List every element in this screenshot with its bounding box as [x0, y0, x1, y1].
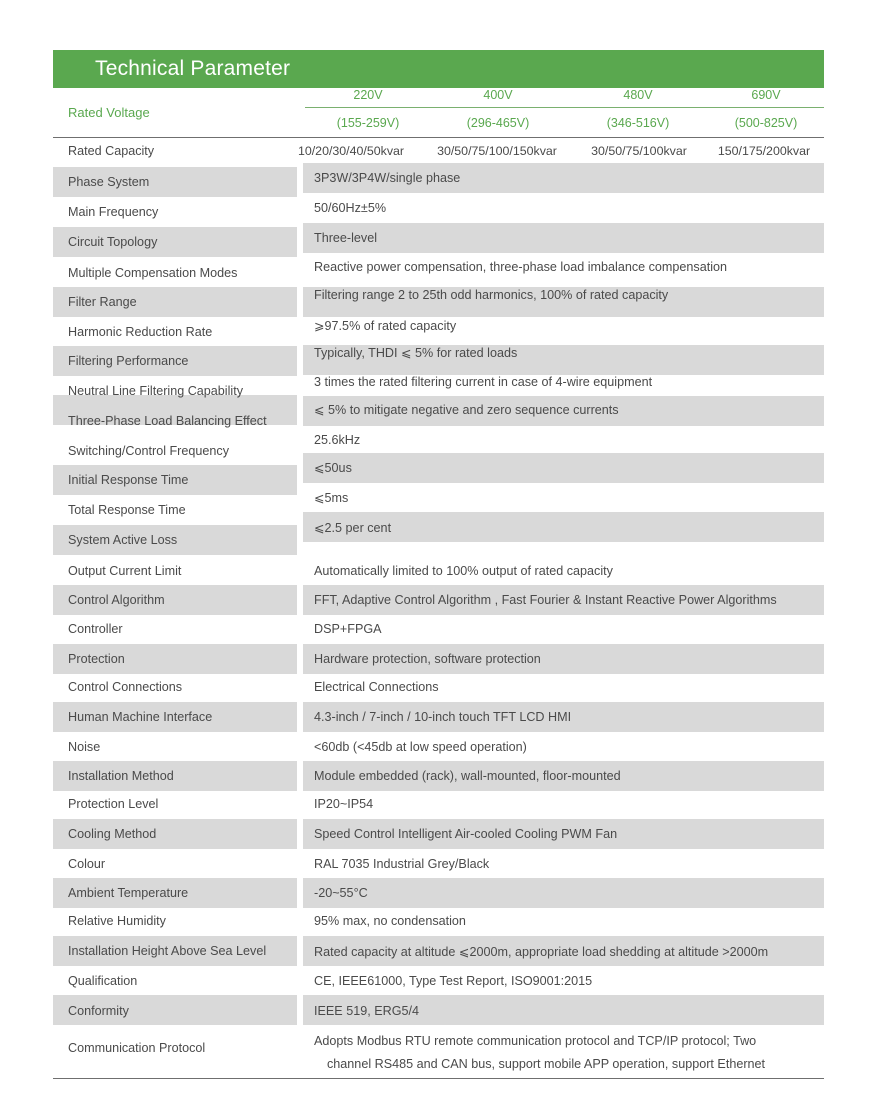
row-label: Filtering Performance	[68, 354, 189, 368]
row-value: Hardware protection, software protection	[314, 652, 541, 666]
voltage-nominal-480v: 480V	[623, 88, 653, 102]
row-value: Speed Control Intelligent Air-cooled Cooling PWM Fan	[314, 827, 618, 841]
row-value: 3 times the rated filtering current in case of 4-wire equipment	[314, 375, 653, 389]
row-label: Switching/Control Frequency	[68, 444, 229, 458]
row-label: Noise	[68, 740, 101, 754]
row-value: ⩽ 5% to mitigate negative and zero sequence currents	[314, 403, 619, 417]
row-label: Control Connections	[68, 680, 183, 694]
row-value: <60db (<45db at low speed operation)	[314, 740, 527, 754]
voltage-range-220v: (155-259V)	[336, 116, 400, 130]
value-stripe	[303, 453, 824, 483]
rated-capacity-value-480v: 30/50/75/100kvar	[591, 144, 687, 158]
row-value: CE, IEEE61000, Type Test Report, ISO9001:2015	[314, 974, 593, 988]
rated-capacity-value-690v: 150/175/200kvar	[717, 144, 811, 158]
row-value: Three-level	[314, 231, 377, 245]
row-value: 3P3W/3P4W/single phase	[314, 171, 461, 185]
row-label: Protection	[68, 652, 125, 666]
value-stripe	[303, 878, 824, 908]
row-label: Human Machine Interface	[68, 710, 213, 724]
row-value: ⩽2.5 per cent	[314, 521, 392, 535]
row-value: IP20~IP54	[314, 797, 374, 811]
row-label: Phase System	[68, 175, 150, 189]
row-value-continuation: channel RS485 and CAN bus, support mobile APP operation, support Ethernet	[327, 1057, 766, 1071]
voltage-range-690v: (500-825V)	[734, 116, 798, 130]
row-value: Reactive power compensation, three-phase load imbalance compensation	[314, 260, 728, 274]
row-value: -20~55°C	[314, 886, 368, 900]
value-stripe	[303, 223, 824, 253]
rated-capacity-label: Rated Capacity	[68, 144, 155, 158]
row-label: Three-Phase Load Balancing Effect	[68, 414, 267, 428]
row-value: ⩾97.5% of rated capacity	[314, 319, 457, 333]
row-value: IEEE 519, ERG5/4	[314, 1004, 420, 1018]
row-label: Ambient Temperature	[68, 886, 189, 900]
row-label: Neutral Line Filtering Capability	[68, 384, 243, 398]
row-label: Controller	[68, 622, 123, 636]
row-label: Initial Response Time	[68, 473, 189, 487]
rated-capacity-value-220v: 10/20/30/40/50kvar	[297, 144, 405, 158]
row-label: Communication Protocol	[68, 1041, 206, 1055]
voltage-nominal-400v: 400V	[483, 88, 513, 102]
row-label: System Active Loss	[68, 533, 178, 547]
voltage-range-400v: (296-465V)	[466, 116, 530, 130]
row-label: Colour	[68, 857, 106, 871]
row-value: DSP+FPGA	[314, 622, 382, 636]
row-value: ⩽50us	[314, 461, 352, 475]
row-label: Installation Height Above Sea Level	[68, 944, 267, 958]
row-label: Total Response Time	[68, 503, 186, 517]
voltage-nominal-690v: 690V	[751, 88, 781, 102]
page-title: Technical Parameter	[95, 57, 291, 80]
row-value: Module embedded (rack), wall-mounted, floor-mounted	[314, 769, 621, 783]
row-value: FFT, Adaptive Control Algorithm , Fast Fourier & Instant Reactive Power Algorithms	[314, 593, 777, 607]
row-value: 95% max, no condensation	[314, 914, 466, 928]
row-label: Output Current Limit	[68, 564, 182, 578]
row-label: Main Frequency	[68, 205, 159, 219]
rated-voltage-label: Rated Voltage	[68, 105, 150, 120]
row-value: Rated capacity at altitude ⩽2000m, appropriate load shedding at altitude >2000m	[314, 945, 769, 959]
row-label: Installation Method	[68, 769, 174, 783]
row-value: ⩽5ms	[314, 491, 349, 505]
row-value: RAL 7035 Industrial Grey/Black	[314, 857, 490, 871]
rated-capacity-value-400v: 30/50/75/100/150kvar	[437, 144, 557, 158]
row-label: Filter Range	[68, 295, 137, 309]
row-label: Conformity	[68, 1004, 129, 1018]
voltage-nominal-220v: 220V	[353, 88, 383, 102]
header-bottom-rule	[53, 137, 824, 138]
row-value: 25.6kHz	[314, 433, 361, 447]
row-value: Filtering range 2 to 25th odd harmonics, 100% of rated capacity	[314, 288, 669, 302]
row-label: Control Algorithm	[68, 593, 165, 607]
row-value: Electrical Connections	[314, 680, 439, 694]
row-label: Qualification	[68, 974, 138, 988]
table-bottom-rule	[53, 1078, 824, 1079]
row-value: Adopts Modbus RTU remote communication protocol and TCP/IP protocol; Two	[314, 1034, 757, 1048]
row-label: Harmonic Reduction Rate	[68, 325, 213, 339]
row-label: Multiple Compensation Modes	[68, 266, 238, 280]
row-label: Protection Level	[68, 797, 159, 811]
title-bar	[53, 50, 824, 88]
voltage-range-480v: (346-516V)	[606, 116, 670, 130]
row-value: Automatically limited to 100% output of rated capacity	[314, 564, 613, 578]
voltage-header-divider	[305, 107, 824, 108]
row-value: 50/60Hz±5%	[314, 201, 387, 215]
row-label: Circuit Topology	[68, 235, 158, 249]
row-label: Relative Humidity	[68, 914, 166, 928]
row-value: Typically, THDI ⩽ 5% for rated loads	[314, 346, 518, 360]
row-value: 4.3-inch / 7-inch / 10-inch touch TFT LCD HMI	[314, 710, 572, 724]
row-label: Cooling Method	[68, 827, 157, 841]
